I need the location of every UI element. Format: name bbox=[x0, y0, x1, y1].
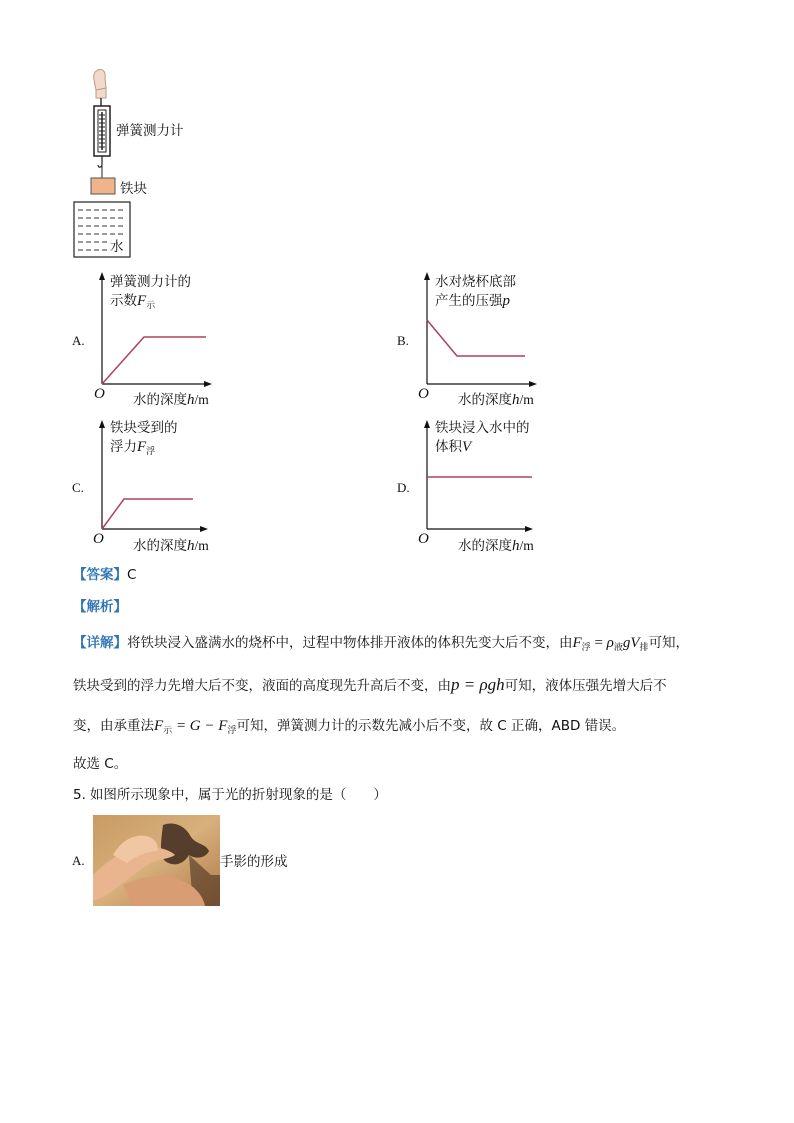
graph-c-y-arrow bbox=[99, 420, 105, 428]
graph-b-origin: O bbox=[418, 386, 429, 402]
buoyancy-formula: $F_浮 = \rho_液gV_排$ bbox=[572, 635, 649, 653]
spring-scale-label: 弹簧测力计 bbox=[116, 123, 184, 139]
answer-tag: 【答案】 bbox=[73, 567, 127, 583]
graph-c-curve bbox=[102, 499, 193, 529]
answer-value: C bbox=[127, 567, 137, 583]
weighing-formula: $F_示 = G - F_浮$ bbox=[154, 718, 237, 736]
graph-d-x-arrow bbox=[525, 526, 533, 532]
option-a-letter: A. bbox=[72, 333, 85, 348]
option-b-letter: B. bbox=[397, 333, 409, 348]
graph-c-origin: O bbox=[93, 531, 104, 547]
option-d-letter: D. bbox=[397, 480, 410, 495]
water-label: 水 bbox=[110, 239, 124, 255]
graph-d bbox=[417, 418, 541, 534]
detail-line-2: 铁块受到的浮力先增大后不变，液面的高度现先升高后不变，由p = ρgh可知，液体压强先增大后不 bbox=[73, 675, 667, 694]
graph-d-origin: O bbox=[418, 531, 429, 547]
graph-a-origin: O bbox=[94, 386, 105, 402]
graph-c bbox=[92, 418, 216, 534]
graph-d-ylabel-2: 体积V bbox=[435, 439, 472, 455]
iron-block-label: 铁块 bbox=[120, 181, 147, 197]
graph-b-curve bbox=[427, 320, 525, 356]
graph-c-xlabel: 水的深度h/m bbox=[133, 538, 209, 554]
detail-line-1: 【详解】将铁块浸入盛满水的烧杯中，过程中物体排开液体的体积先变大后不变，由$F_浮 = \rho_液gV_排$可知， bbox=[73, 635, 690, 653]
graph-a-ylabel-2: 示数$F_示$ bbox=[110, 293, 156, 311]
graph-d-y-arrow bbox=[424, 420, 430, 428]
graph-d-ylabel-1: 铁块浸入水中的 bbox=[435, 420, 530, 436]
graph-d-xlabel: 水的深度h/m bbox=[458, 538, 534, 554]
graph-b-y-arrow bbox=[424, 272, 430, 280]
detail-line-3: 变，由承重法$F_示 = G - F_浮$可知，弹簧测力计的示数先减小后不变，故 C 正确，ABD 错误。 bbox=[73, 718, 626, 736]
analysis-tag: 【解析】 bbox=[73, 599, 127, 615]
q5-option-a-caption: 手影的形成 bbox=[220, 854, 288, 870]
graph-b-ylabel-2: 产生的压强p bbox=[435, 293, 510, 309]
q5-option-a-letter: A. bbox=[72, 853, 85, 868]
option-c-letter: C. bbox=[72, 480, 84, 495]
graph-a bbox=[92, 270, 216, 390]
conclusion: 故选 C。 bbox=[73, 756, 128, 772]
graph-a-xlabel: 水的深度h/m bbox=[133, 392, 209, 408]
graph-b-x-arrow bbox=[529, 381, 537, 387]
detail-tag: 【详解】 bbox=[73, 635, 127, 651]
graph-b-xlabel: 水的深度h/m bbox=[458, 392, 534, 408]
graph-a-ylabel-1: 弹簧测力计的 bbox=[110, 274, 191, 290]
graph-c-ylabel-1: 铁块受到的 bbox=[110, 420, 178, 436]
graph-a-curve bbox=[102, 337, 206, 384]
hand-shadow-photo bbox=[93, 815, 220, 906]
graph-c-x-arrow bbox=[200, 526, 208, 532]
spring-scale-setup-illustration bbox=[68, 68, 138, 260]
graph-c-ylabel-2: 浮力$F_浮$ bbox=[110, 439, 156, 457]
question-5-stem: 5. 如图所示现象中，属于光的折射现象的是（ ） bbox=[73, 787, 387, 803]
answer-line bbox=[73, 566, 136, 584]
graph-b bbox=[417, 270, 541, 390]
graph-a-x-arrow bbox=[204, 381, 212, 387]
pressure-formula: p = ρgh bbox=[451, 675, 505, 694]
graph-b-ylabel-1: 水对烧杯底部 bbox=[435, 274, 516, 290]
graph-a-y-arrow bbox=[99, 272, 105, 280]
analysis-line bbox=[73, 598, 127, 616]
